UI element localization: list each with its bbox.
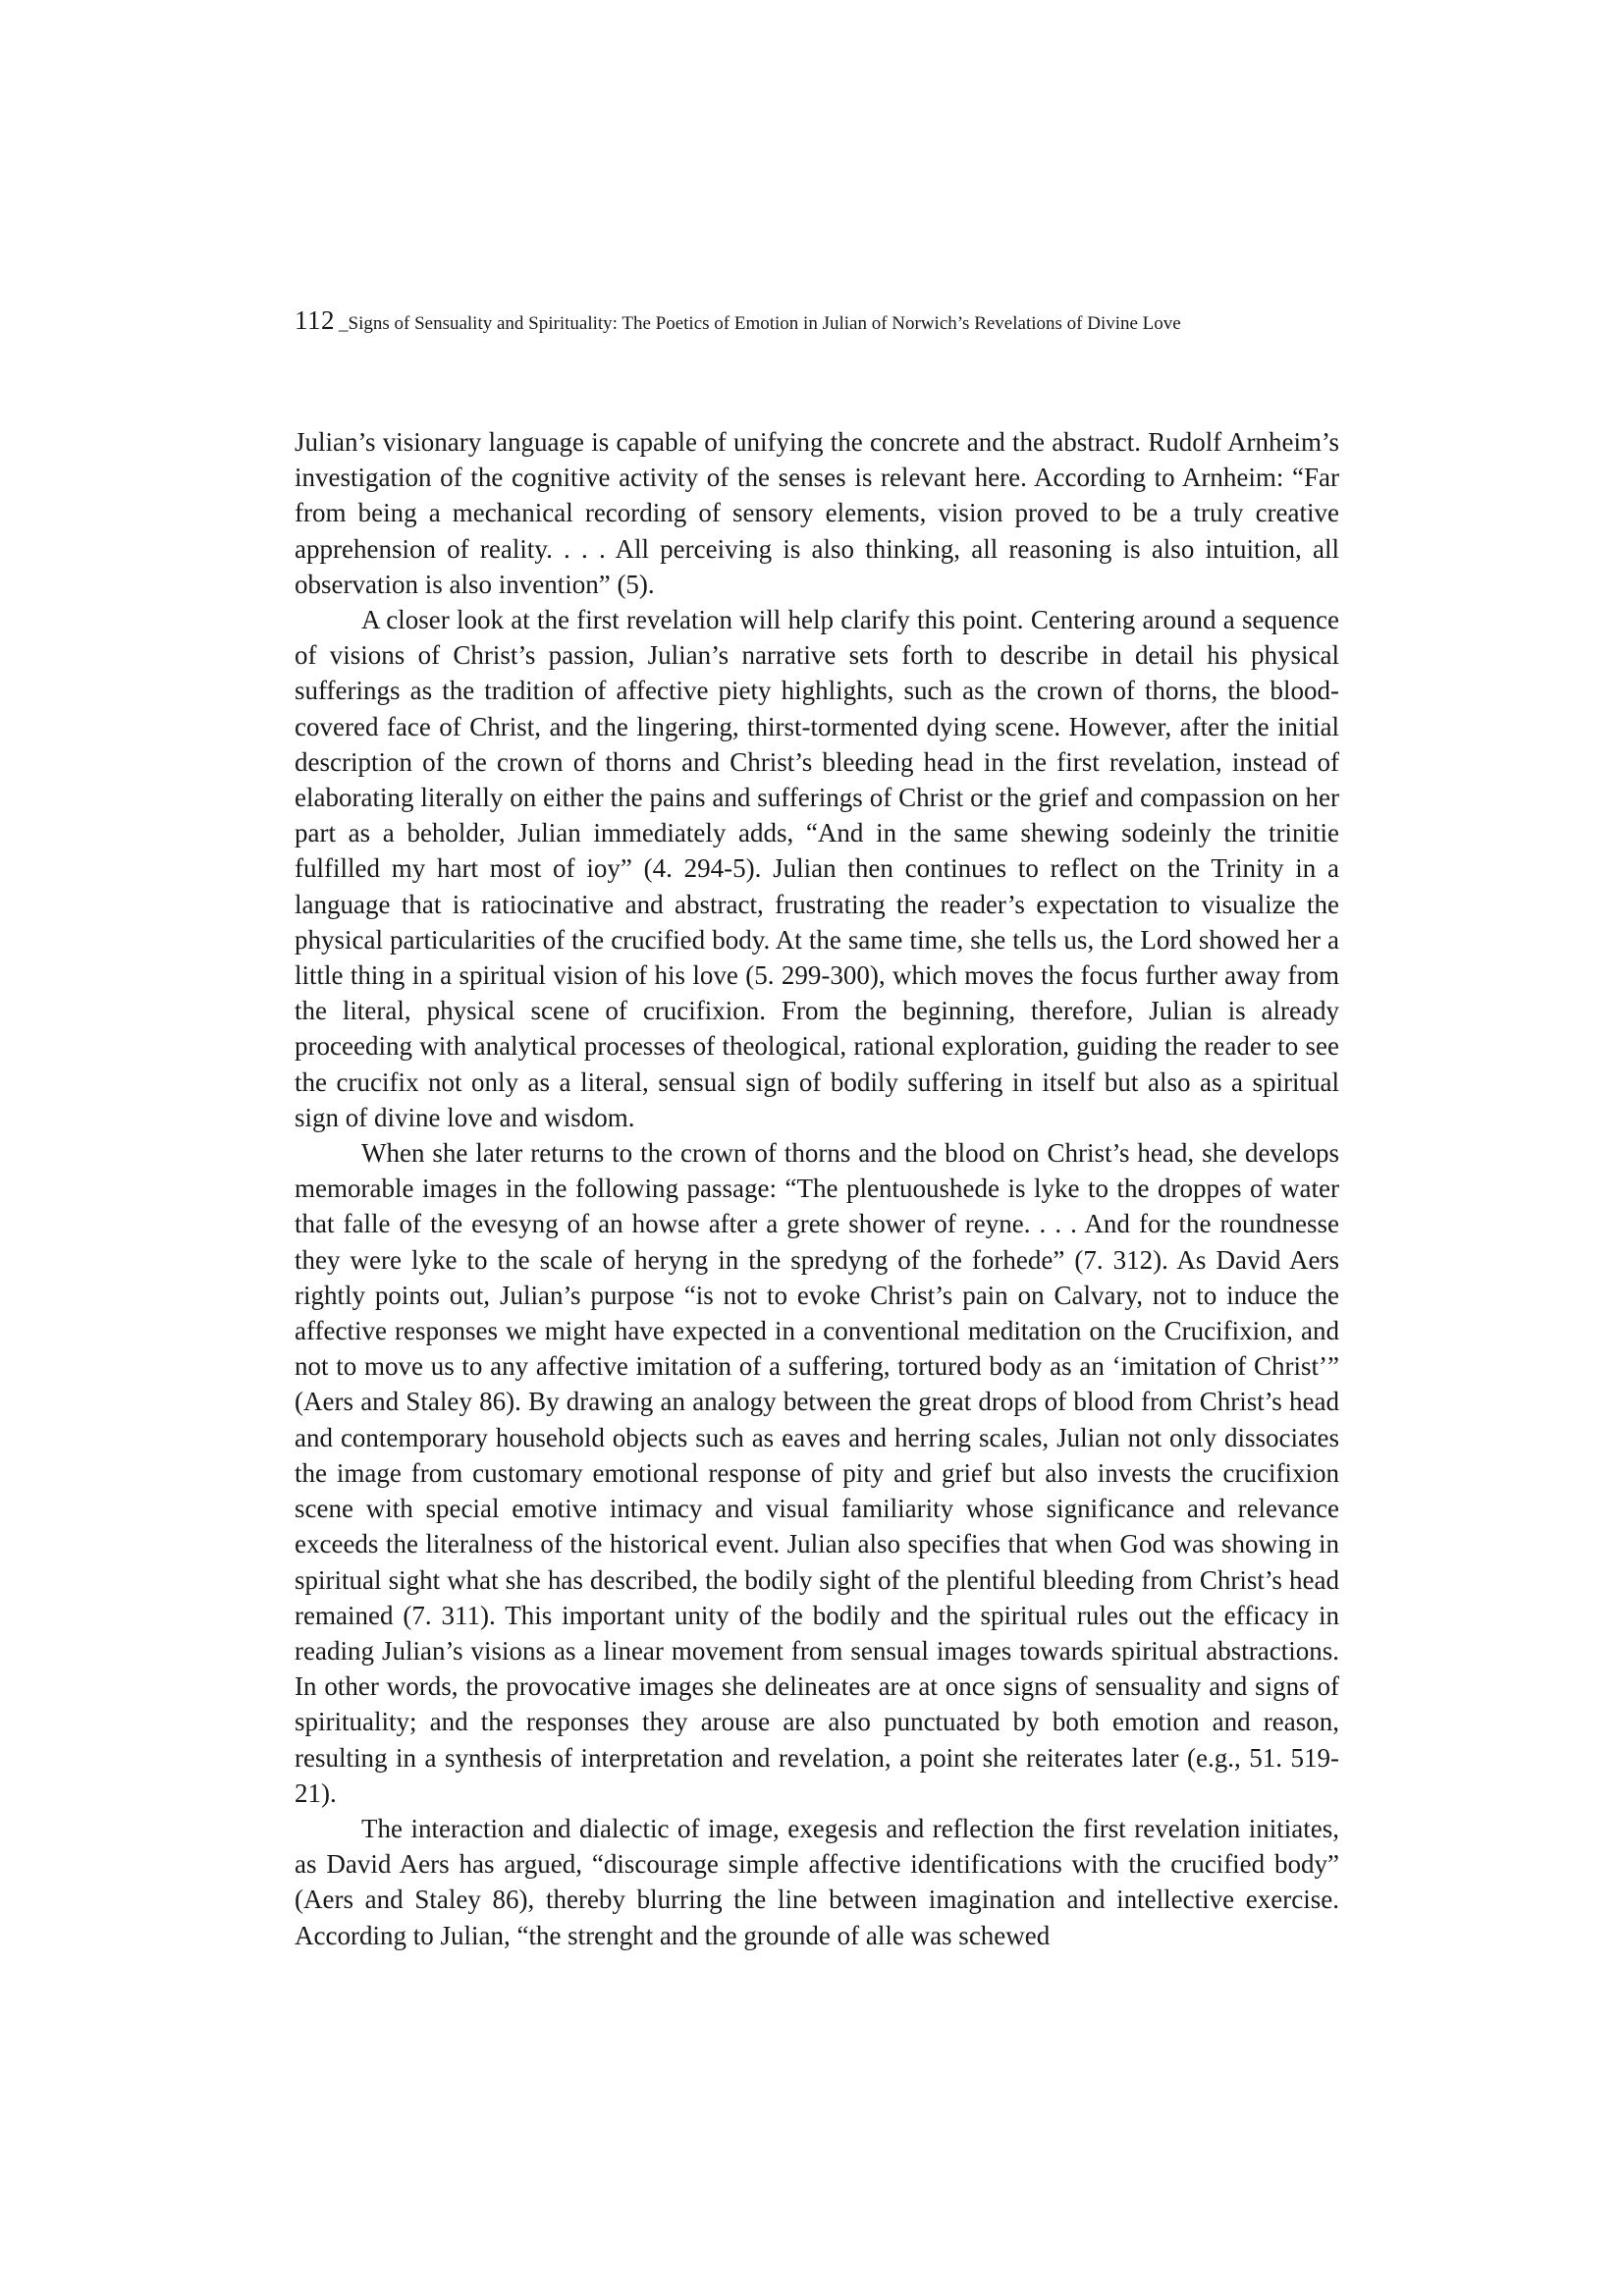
running-title: _Signs of Sensuality and Spirituality: The Poetics of Emotion in Julian of Norwich’s Revelations of Divine Love <box>339 313 1181 334</box>
paragraph-1: Julian’s visionary language is capable of unifying the concrete and the abstract. Rudolf Arnheim’s investigation of the cognitive activity of the senses is relevant here. According to Arnheim: “Far from being a mechanical recording of sensory elements, vision proved to be a truly creative apprehension of reality. . . . All perceiving is also thinking, all reasoning is also intuition, all observation is also invention” (5). <box>295 427 1339 599</box>
body-text <box>295 424 1339 1953</box>
paragraph-3: When she later returns to the crown of thorns and the blood on Christ’s head, she develops memorable images in the following passage: “The plentuoushede is lyke to the droppes of water that falle of the evesyng of an howse after a grete shower of reyne. . . . And for the roundnesse they were lyke to the scale of heryng in the spredyng of the forhede” (7. 312). As David Aers rightly points out, Julian’s purpose “is not to evoke Christ’s pain on Calvary, not to induce the affective responses we might have expected in a conventional meditation on the Crucifixion, and not to move us to any affective imitation of a suffering, tortured body as an ‘imitation of Christ’” (Aers and Staley 86). By drawing an analogy between the great drops of blood from Christ’s head and contemporary household objects such as eaves and herring scales, Julian not only dissociates the image from customary emotional response of pity and grief but also invests the crucifixion scene with special emotive intimacy and visual familiarity whose significance and relevance exceeds the literalness of the historical event. Julian also specifies that when God was showing in spiritual sight what she has described, the bodily sight of the plentiful bleeding from Christ’s head remained (7. 311). This important unity of the bodily and the spiritual rules out the efficacy in reading Julian’s visions as a linear movement from sensual images towards spiritual abstractions. In other words, the provocative images she delineates are at once signs of sensuality and signs of spirituality; and the responses they arouse are also punctuated by both emotion and reason, resulting in a synthesis of interpretation and revelation, a point she reiterates later (e.g., 51. 519-21). <box>295 1138 1339 1808</box>
page-number: 112 <box>295 305 335 335</box>
running-head <box>295 301 1394 345</box>
paragraph-2: A closer look at the first revelation will help clarify this point. Centering around a sequence of visions of Christ’s passion, Julian’s narrative sets forth to describe in detail his physical sufferings as the tradition of affective piety highlights, such as the crown of thorns, the blood-covered face of Christ, and the lingering, thirst-tormented dying scene. However, after the initial description of the crown of thorns and Christ’s bleeding head in the first revelation, instead of elaborating literally on either the pains and sufferings of Christ or the grief and compassion on her part as a beholder, Julian immediately adds, “And in the same shewing sodeinly the trinitie fulfilled my hart most of ioy” (4. 294-5). Julian then continues to reflect on the Trinity in a language that is ratiocinative and abstract, frustrating the reader’s expectation to visualize the physical particularities of the crucified body. At the same time, she tells us, the Lord showed her a little thing in a spiritual vision of his love (5. 299-300), which moves the focus further away from the literal, physical scene of crucifixion. From the beginning, therefore, Julian is already proceeding with analytical processes of theological, rational exploration, guiding the reader to see the crucifix not only as a literal, sensual sign of bodily suffering in itself but also as a spiritual sign of divine love and wisdom. <box>295 605 1339 1132</box>
paragraph-4: The interaction and dialectic of image, exegesis and reflection the first revelation initiates, as David Aers has argued, “discourage simple affective identifications with the crucified body” (Aers and Staley 86), thereby blurring the line between imagination and intellective exercise. According to Julian, “the strenght and the grounde of alle was schewed <box>295 1813 1339 1950</box>
